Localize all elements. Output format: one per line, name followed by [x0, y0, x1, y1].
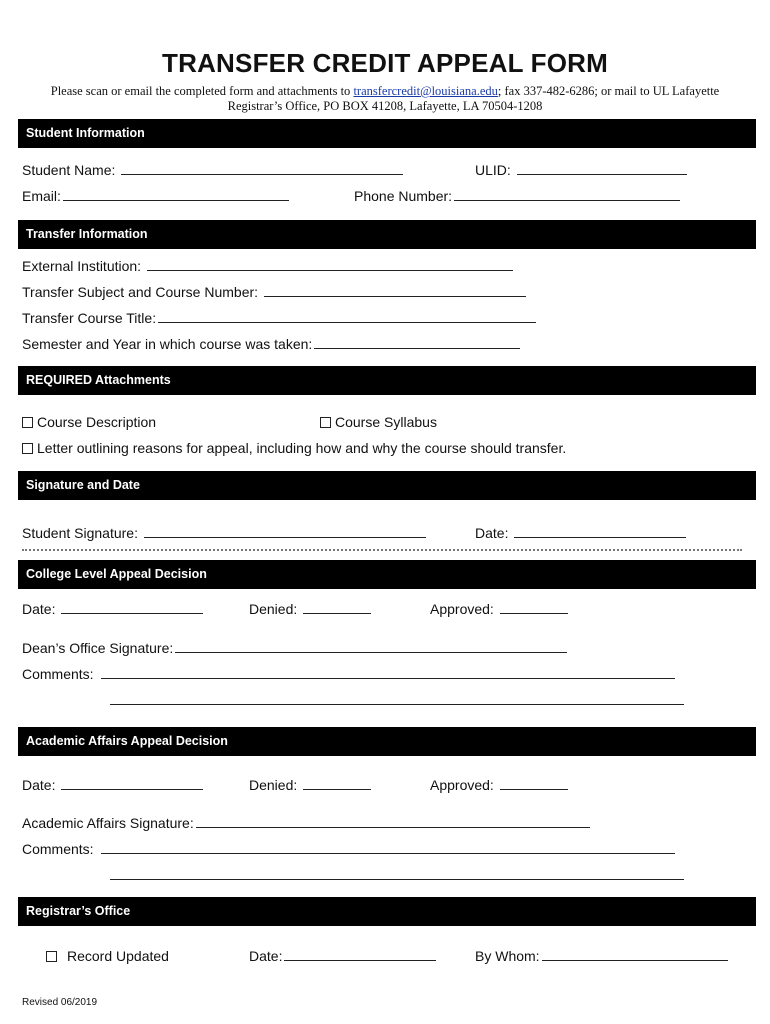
section-header-registrars-office [18, 897, 756, 926]
course-syllabus-option[interactable] [320, 414, 437, 430]
academic-affairs-signature-blank[interactable] [196, 815, 590, 828]
college-denied-field[interactable] [249, 601, 371, 617]
instructions-suffix: ; fax 337-482-6286; or mail to UL Lafayette [497, 84, 720, 98]
academic-comments-blank[interactable] [101, 841, 675, 854]
college-denied-blank[interactable] [303, 601, 371, 614]
record-updated-option[interactable] [46, 948, 169, 964]
college-approved-blank[interactable] [500, 601, 568, 614]
ulid-field[interactable] [475, 162, 687, 178]
mailing-address: Registrar’s Office, PO BOX 41208, Lafayette, LA 70504-1208 [227, 99, 543, 113]
college-date-label: Date: [22, 601, 56, 617]
dean-signature-label: Dean’s Office Signature: [22, 640, 174, 656]
phone-field[interactable] [354, 188, 680, 204]
course-description-option[interactable] [22, 414, 156, 430]
section-header-signature-and-date [18, 471, 756, 500]
ulid-label: ULID: [475, 162, 511, 178]
academic-approved-label: Approved: [430, 777, 494, 793]
semester-year-field[interactable] [22, 336, 520, 352]
instructions [40, 84, 730, 99]
college-comments-line-2[interactable] [110, 704, 684, 705]
academic-affairs-signature-field[interactable] [22, 815, 590, 831]
appeal-letter-checkbox[interactable] [22, 443, 33, 454]
dean-signature-field[interactable] [22, 640, 567, 656]
college-comments-field[interactable] [22, 666, 675, 682]
external-institution-label: External Institution: [22, 258, 142, 274]
section-title: Registrar’s Office [26, 904, 131, 918]
revision-date: Revised 06/2019 [22, 997, 98, 1008]
college-date-field[interactable] [22, 601, 203, 617]
section-title: College Level Appeal Decision [26, 567, 207, 581]
section-title: REQUIRED Attachments [26, 373, 171, 387]
academic-comments-field[interactable] [22, 841, 675, 857]
email-field[interactable] [22, 188, 289, 204]
section-title: Signature and Date [26, 478, 140, 492]
record-updated-checkbox[interactable] [46, 951, 57, 962]
college-approved-label: Approved: [430, 601, 494, 617]
by-whom-field[interactable] [475, 948, 728, 964]
academic-approved-field[interactable] [430, 777, 568, 793]
dean-signature-blank[interactable] [175, 640, 567, 653]
dotted-divider [22, 549, 742, 551]
appeal-letter-label: Letter outlining reasons for appeal, including how and why the course should transfer. [37, 440, 567, 456]
signature-date-field[interactable] [475, 525, 686, 541]
academic-denied-blank[interactable] [303, 777, 371, 790]
student-signature-label: Student Signature: [22, 525, 138, 541]
section-header-academic-affairs-decision [18, 727, 756, 756]
student-signature-blank[interactable] [144, 525, 426, 538]
section-title: Transfer Information [26, 227, 148, 241]
by-whom-blank[interactable] [542, 948, 728, 961]
registrar-date-blank[interactable] [284, 948, 436, 961]
academic-comments-label: Comments: [22, 841, 94, 857]
college-date-blank[interactable] [61, 601, 203, 614]
section-header-student-information [18, 119, 756, 148]
academic-date-blank[interactable] [61, 777, 203, 790]
student-signature-field[interactable] [22, 525, 426, 541]
academic-date-label: Date: [22, 777, 56, 793]
phone-blank[interactable] [454, 188, 680, 201]
transfer-course-title-blank[interactable] [158, 310, 536, 323]
email-blank[interactable] [63, 188, 289, 201]
student-name-blank[interactable] [121, 162, 403, 175]
college-comments-blank[interactable] [101, 666, 675, 679]
academic-comments-line-2[interactable] [110, 879, 684, 880]
academic-denied-field[interactable] [249, 777, 371, 793]
transfer-subject-label: Transfer Subject and Course Number: [22, 284, 259, 300]
signature-date-label: Date: [475, 525, 509, 541]
course-description-checkbox[interactable] [22, 417, 33, 428]
section-header-college-decision [18, 560, 756, 589]
semester-year-blank[interactable] [314, 336, 520, 349]
transfer-course-title-field[interactable] [22, 310, 536, 326]
form-title: TRANSFER CREDIT APPEAL FORM [162, 48, 608, 78]
external-institution-blank[interactable] [147, 258, 513, 271]
course-description-label: Course Description [37, 414, 157, 430]
ulid-blank[interactable] [517, 162, 687, 175]
email-link[interactable]: transfercredit@louisiana.edu [353, 84, 498, 98]
college-approved-field[interactable] [430, 601, 568, 617]
transfer-subject-field[interactable] [22, 284, 526, 300]
email-label: Email: [22, 188, 61, 204]
transfer-course-title-label: Transfer Course Title: [22, 310, 157, 326]
phone-label: Phone Number: [354, 188, 453, 204]
student-name-label: Student Name: [22, 162, 116, 178]
registrar-date-label: Date: [249, 948, 283, 964]
instructions-prefix: Please scan or email the completed form and attachments to [50, 84, 354, 98]
appeal-letter-option[interactable] [22, 440, 566, 456]
academic-approved-blank[interactable] [500, 777, 568, 790]
college-comments-label: Comments: [22, 666, 94, 682]
by-whom-label: By Whom: [475, 948, 540, 964]
section-header-required-attachments [18, 366, 756, 395]
registrar-date-field[interactable] [249, 948, 436, 964]
course-syllabus-label: Course Syllabus [335, 414, 437, 430]
section-title: Student Information [26, 126, 145, 140]
college-denied-label: Denied: [249, 601, 298, 617]
academic-denied-label: Denied: [249, 777, 298, 793]
academic-date-field[interactable] [22, 777, 203, 793]
transfer-subject-blank[interactable] [264, 284, 526, 297]
course-syllabus-checkbox[interactable] [320, 417, 331, 428]
record-updated-label: Record Updated [67, 948, 169, 964]
student-name-field[interactable] [22, 162, 403, 178]
semester-year-label: Semester and Year in which course was taken: [22, 336, 313, 352]
section-title: Academic Affairs Appeal Decision [26, 734, 228, 748]
section-header-transfer-information [18, 220, 756, 249]
external-institution-field[interactable] [22, 258, 513, 274]
academic-affairs-signature-label: Academic Affairs Signature: [22, 815, 194, 831]
signature-date-blank[interactable] [514, 525, 686, 538]
